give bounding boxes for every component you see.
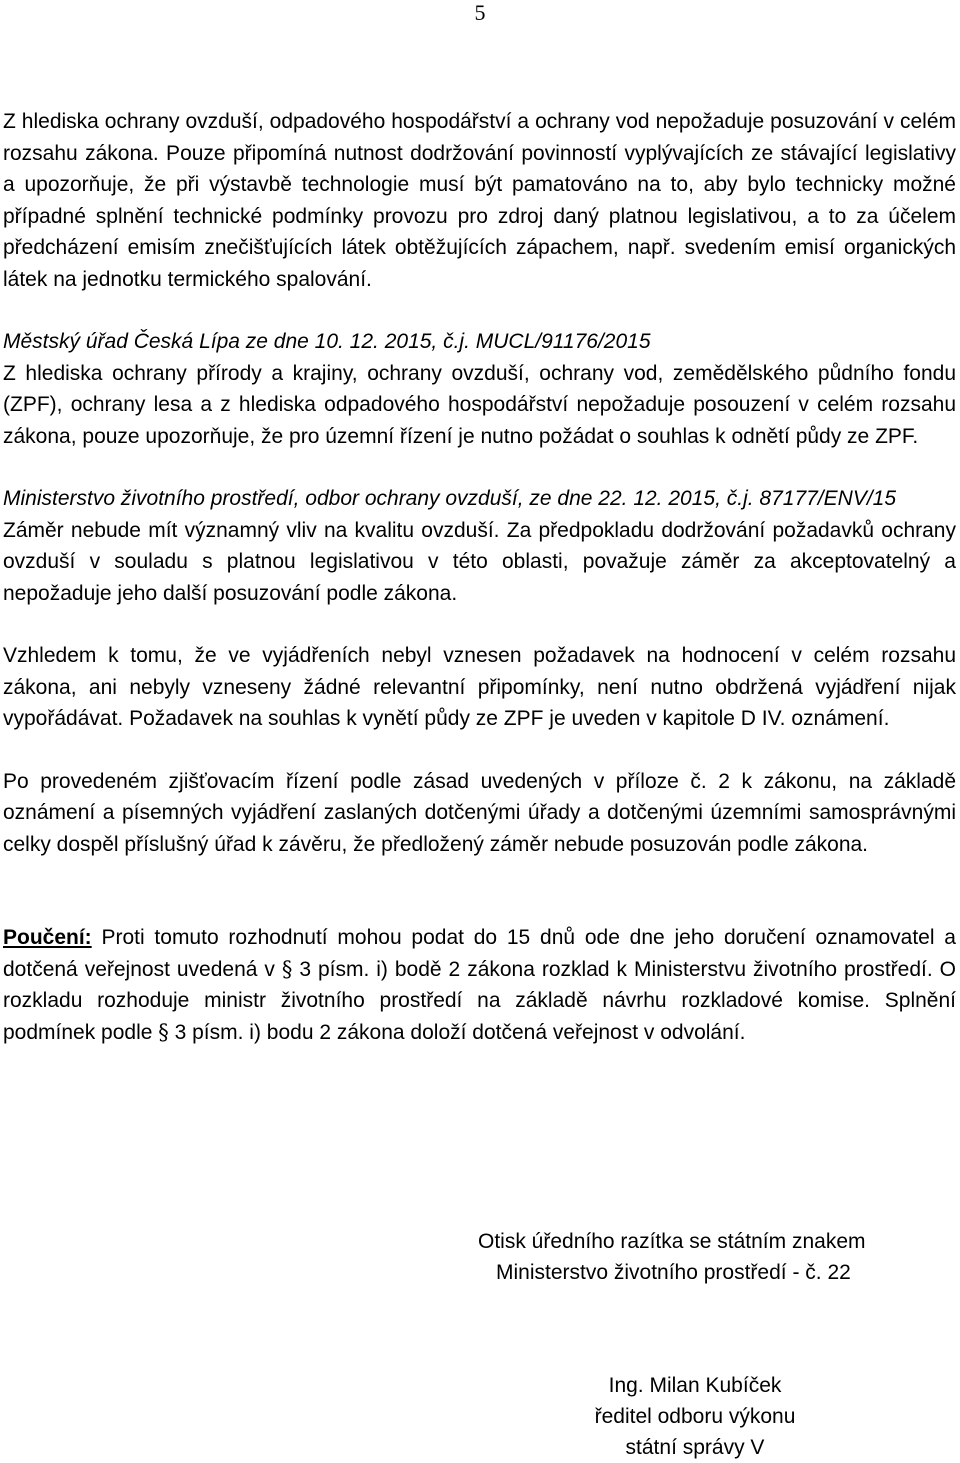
- section-sign-1: §: [281, 956, 293, 981]
- signatory-title-line-2: státní správy V: [625, 1436, 765, 1459]
- paragraph-instruction: [3, 922, 956, 1048]
- section-sign-2: §: [158, 1019, 169, 1044]
- municipal-office-heading: Městský úřad Česká Lípa ze dne 10. 12. 2015, č.j. MUCL/91176/2015: [3, 330, 651, 353]
- page-number: 5: [474, 0, 486, 25]
- signatory-title-line-1: ředitel odboru výkonu: [594, 1405, 796, 1428]
- instruction-text-part1: Proti tomuto rozhodnutí mohou podat do 15 dnů ode dne jeho doručení oznamovatel a dotčená veřejnost uvedená v: [3, 926, 956, 981]
- document-body: [3, 106, 956, 1048]
- paragraph-considering: Vzhledem k tomu, že ve vyjádřeních nebyl vznesen požadavek na hodnocení v celém rozsahu zákona, ani nebyly vzneseny žádné relevantní připomínky, není nutno obdržená vyjádření nijak vypořádávat. Požadavek na souhlas k vynětí půdy ze ZPF je uveden v kapitole D IV. oznámení.: [3, 644, 956, 730]
- signatory-name: Ing. Milan Kubíček: [608, 1374, 782, 1397]
- instruction-label: Poučení:: [3, 926, 92, 949]
- signature-block: [560, 1370, 830, 1463]
- stamp-block: [478, 1226, 948, 1288]
- ministry-air-body: Záměr nebude mít významný vliv na kvalitu ovzduší. Za předpokladu dodržování požadavků ochrany ovzduší v souladu s platnou legislativou v této oblasti, považuje záměr za akceptovatelný a nepožaduje jeho další posuzování podle zákona.: [3, 518, 956, 605]
- paragraph-ministry-air: [3, 483, 956, 609]
- paragraph-municipal-office: [3, 326, 956, 452]
- paragraph-air-waste-water: Z hlediska ochrany ovzduší, odpadového hospodářství a ochrany vod nepožaduje posuzování v celém rozsahu zákona. Pouze připomíná nutnost dodržování povinností vyplývajících ze stávající legislativy a upozorňuje, že při výstavbě technologie musí být pamatováno na to, aby bylo technicky možné případné splnění technické podmínky provozu pro zdroj daný platnou legislativou, a to za účelem předcházení emisím znečišťujících látek obtěžujících zápachem, např. svedením emisí organických látek na jednotku termického spalování.: [3, 110, 956, 291]
- instruction-text-part2: 3 písm. i) bodě 2 zákona rozklad k Ministerstvu životního prostředí. O rozkladu rozhoduje ministr životního prostředí na základě návrhu rozkladové komise. Splnění podmínek podle: [3, 957, 956, 1044]
- stamp-line-1: Otisk úředního razítka se státním znakem: [478, 1230, 866, 1253]
- stamp-line-2: Ministerstvo životního prostředí - č. 22: [496, 1261, 851, 1284]
- municipal-office-body: Z hlediska ochrany přírody a krajiny, ochrany ovzduší, ochrany vod, zemědělského půdního fondu (ZPF), ochrany lesa a z hlediska odpadového hospodářství nepožaduje posouzení v celém rozsahu zákona, pouze upozorňuje, že pro územní řízení je nutno požádat o souhlas k odnětí půdy ze ZPF.: [3, 361, 956, 448]
- paragraph-conclusion: Po provedeném zjišťovacím řízení podle zásad uvedených v příloze č. 2 k zákonu, na základě oznámení a písemných vyjádření zaslaných dotčenými úřady a dotčenými územními samosprávnými celky dospěl příslušný úřad k závěru, že předložený záměr nebude posuzován podle zákona.: [3, 769, 956, 856]
- instruction-text-part3: 3 písm. i) bodu 2 zákona doloží dotčená veřejnost v odvolání.: [168, 1020, 746, 1044]
- ministry-air-heading: Ministerstvo životního prostředí, odbor ochrany ovzduší, ze dne 22. 12. 2015, č.j. 87177/ENV/15: [3, 487, 897, 510]
